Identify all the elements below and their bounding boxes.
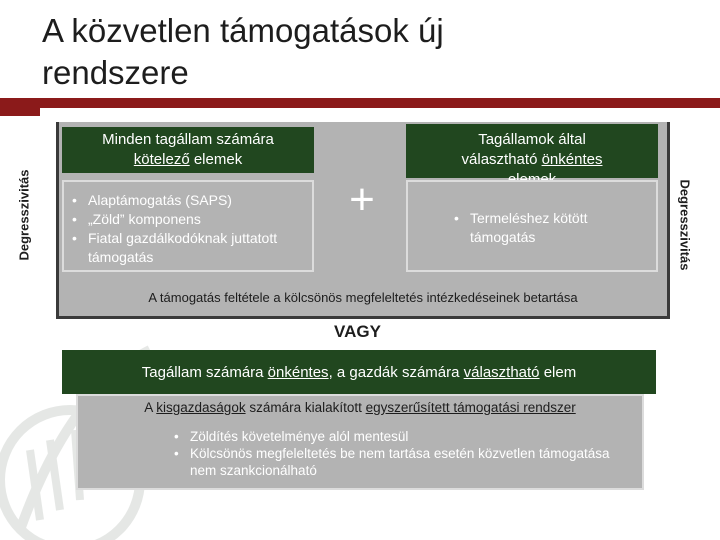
- list-item: • Fiatal gazdálkodóknak juttatott támogatás: [66, 229, 310, 267]
- compulsory-elements-box: [62, 180, 314, 272]
- small-farm-underlined-2: egyszerűsített támogatási rendszer: [365, 400, 576, 415]
- small-farmers-scheme-title: [78, 400, 642, 415]
- small-farmers-scheme-box: [76, 394, 644, 490]
- title-line-2: rendszere: [42, 54, 189, 91]
- voluntary-bar-middle: , a gazdák számára: [328, 363, 464, 381]
- page-title: [42, 10, 642, 94]
- voluntary-bar-prefix: Tagállam számára: [141, 363, 268, 381]
- list-item: • Kölcsönös megfeleltetés be nem tartása esetén közvetlen támogatása nem szankcionálható: [168, 445, 638, 479]
- list-item: • Zöldítés követelménye alól mentesül: [168, 428, 638, 445]
- optional-elements-header: [406, 124, 658, 178]
- optional-elements-box: [406, 180, 658, 272]
- side-label-right: Degresszivitás: [677, 179, 693, 271]
- compulsory-header-line1: Minden tagállam számára: [102, 131, 274, 148]
- plus-sign: +: [349, 175, 375, 224]
- small-farm-prefix: A: [144, 400, 157, 415]
- voluntary-bar-underlined-2: választható: [463, 363, 540, 381]
- list-item: • „Zöld” komponens: [66, 210, 310, 229]
- optional-header-line1: Tagállamok által: [478, 131, 586, 148]
- voluntary-bar-suffix: elem: [539, 363, 577, 381]
- voluntary-element-bar: [62, 350, 656, 394]
- cross-compliance-condition: A támogatás feltétele a kölcsönös megfeleltetés intézkedéseinek betartása: [148, 290, 578, 305]
- or-label: VAGY: [334, 322, 381, 341]
- list-item: • Termeléshez kötött támogatás: [448, 209, 648, 247]
- title-line-1: A közvetlen támogatások új: [42, 12, 444, 49]
- voluntary-bar-underlined-1: önkéntes: [267, 363, 329, 381]
- side-label-left: Degresszivitás: [16, 169, 32, 261]
- list-item: • Alaptámogatás (SAPS): [66, 191, 310, 210]
- optional-header-prefix: választható: [461, 151, 542, 168]
- compulsory-elements-header: [62, 127, 314, 173]
- compulsory-header-underlined: kötelező: [133, 151, 190, 168]
- compulsory-header-rest: elemek: [189, 151, 243, 168]
- small-farm-underlined-1: kisgazdaságok: [156, 400, 246, 415]
- small-farm-middle: számára kialakított: [245, 400, 366, 415]
- optional-header-underlined: önkéntes: [541, 151, 603, 168]
- title-accent-bar: [0, 98, 720, 108]
